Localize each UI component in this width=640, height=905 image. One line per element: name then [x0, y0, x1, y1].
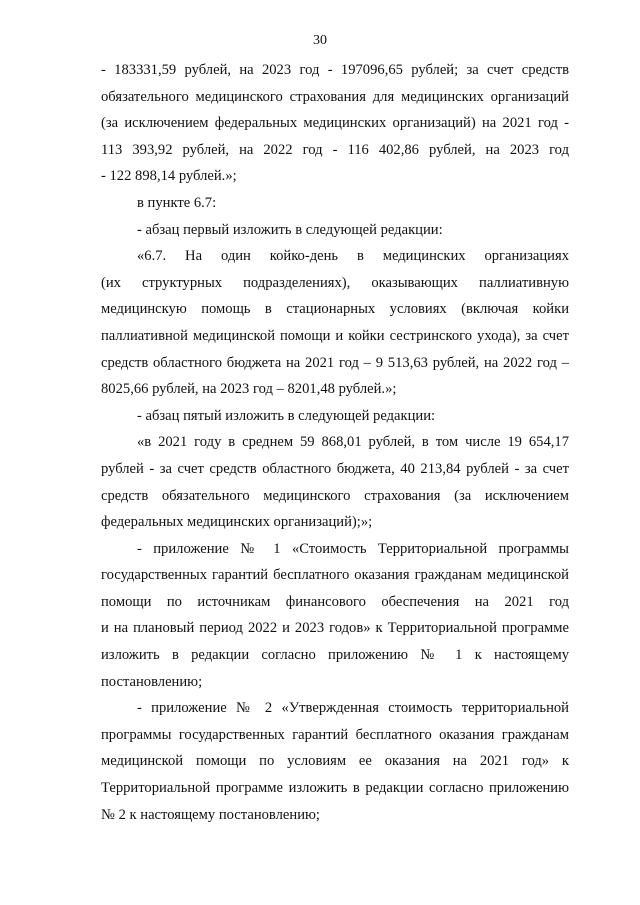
text-line: - 122 898,14 рублей.»; [101, 168, 237, 185]
text-line: паллиативной медицинской помощи и койки сестринского ухода), за счет [101, 327, 569, 344]
document-body [101, 57, 569, 828]
text-line: изложить в редакции согласно приложению № 1 к настоящему [101, 647, 569, 664]
text-line: - абзац первый изложить в следующей редакции: [137, 221, 443, 238]
text-line: - абзац пятый изложить в следующей редакции: [137, 407, 436, 424]
text-line: (за исключением федеральных медицинских организаций) на 2021 год - [101, 115, 569, 132]
text-line: «в 2021 году в среднем 59 868,01 рублей, в том числе 19 654,17 [137, 434, 569, 451]
text-line: постановлению; [101, 673, 203, 690]
text-line: федеральных медицинских организаций);»; [101, 514, 373, 531]
page-number: 30 [313, 33, 327, 48]
text-line: средств обязательного медицинского страхования (за исключением [101, 487, 569, 504]
text-line: государственных гарантий бесплатного оказания гражданам медицинской [101, 567, 569, 584]
text-line: - 183331,59 рублей, на 2023 год - 197096,65 рублей; за счет средств [101, 62, 569, 78]
text-line: (их структурных подразделениях), оказывающих паллиативную [101, 274, 569, 291]
text-line: помощи по источникам финансового обеспечения на 2021 год [101, 593, 569, 610]
text-line: средств областного бюджета на 2021 год – 9 513,63 рублей, на 2022 год – [101, 354, 569, 371]
text-line: программы государственных гарантий бесплатного оказания гражданам [101, 726, 569, 743]
text-line: обязательного медицинского страхования для медицинских организаций [101, 88, 569, 105]
text-line: медицинской помощи по условиям ее оказания на 2021 год» к [101, 753, 569, 770]
text-line: «6.7. На один койко-день в медицинских организациях [137, 248, 569, 265]
text-line: - приложение № 1 «Стоимость Территориальной программы [137, 540, 569, 557]
text-line: медицинскую помощь в стационарных условиях (включая койки [101, 301, 569, 318]
text-line: Территориальной программе изложить в редакции согласно приложению [101, 780, 569, 797]
text-line: - приложение № 2 «Утвержденная стоимость территориальной [137, 700, 569, 717]
text-line: 113 393,92 рублей, на 2022 год - 116 402,86 рублей, на 2023 год [101, 141, 569, 158]
text-line: в пункте 6.7: [137, 194, 217, 211]
text-line: 8025,66 рублей, на 2023 год – 8201,48 рублей.»; [101, 381, 397, 398]
text-line: № 2 к настоящему постановлению; [101, 806, 320, 823]
text-line: рублей - за счет средств областного бюджета, 40 213,84 рублей - за счет [101, 460, 569, 477]
text-line: и на плановый период 2022 и 2023 годов» к Территориальной программе [101, 620, 569, 637]
